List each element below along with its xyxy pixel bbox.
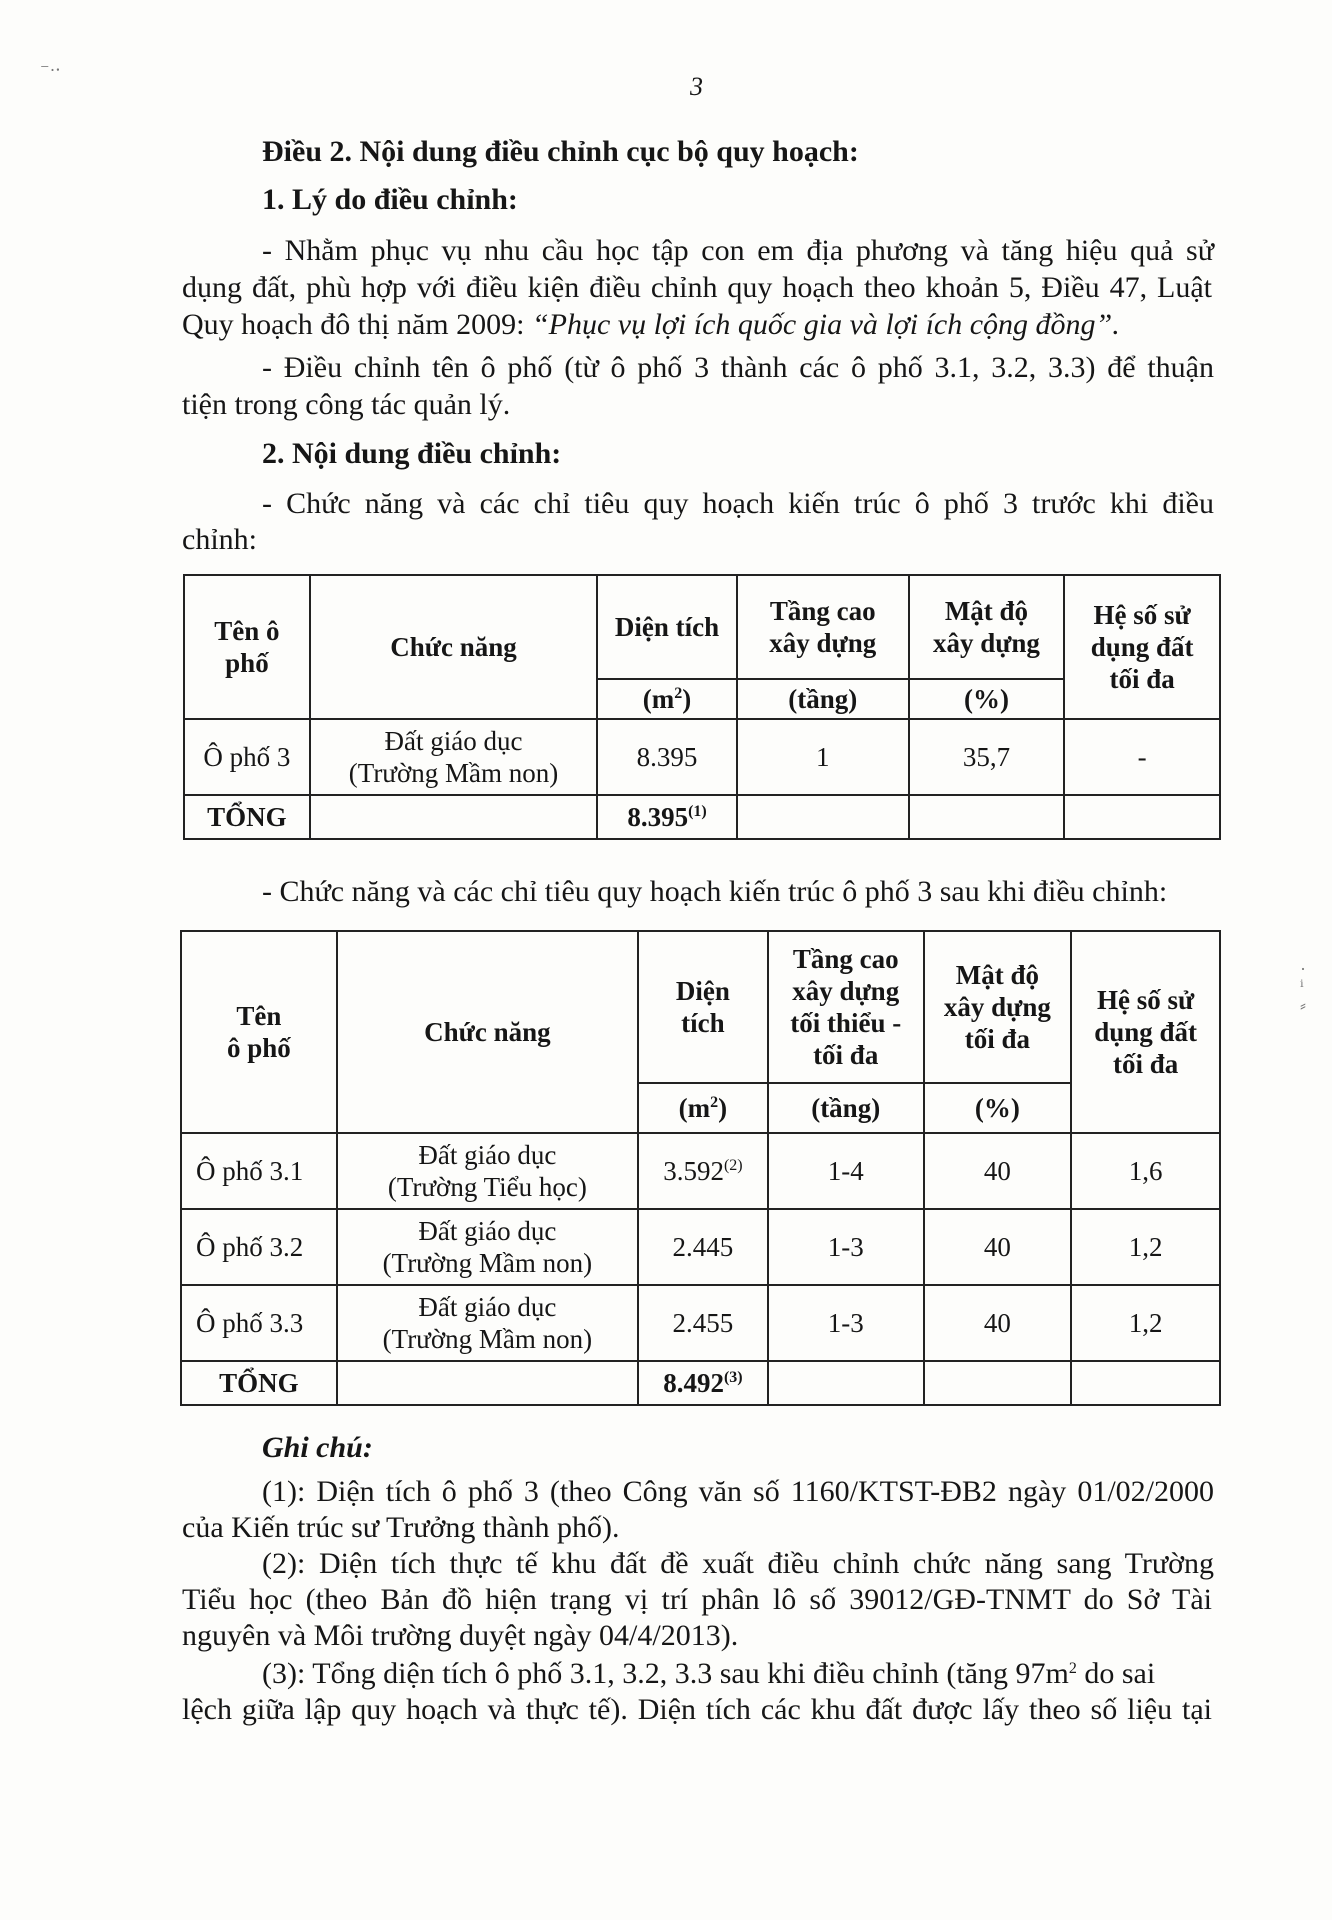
total-row <box>181 1361 1220 1405</box>
table-row <box>181 1133 1220 1209</box>
header-density: Mật độ xây dựng <box>909 575 1065 679</box>
scan-artifact: ⁻·⸱ <box>40 60 61 80</box>
cell-name: Ô phố 3.1 <box>181 1133 337 1209</box>
header-function: Chức năng <box>337 931 638 1133</box>
scan-artifact: · ⁱ ⸗ <box>1300 959 1306 1015</box>
total-area: 8.492$^{(3)}$ <box>638 1361 768 1405</box>
cell-area: 3.592$^{(2)}$ <box>638 1133 768 1209</box>
cell-function: Đất giáo dục (Trường Tiểu học) <box>337 1133 638 1209</box>
cell-floors: 1-4 <box>768 1133 924 1209</box>
total-row <box>184 795 1220 839</box>
note3-line1: (3): Tổng diện tích ô phố 3.1, 3.2, 3.3 sau khi điều chỉnh (tăng $97m^2$ do sai <box>262 1657 1156 1690</box>
page-number: 3 <box>690 72 703 101</box>
unit-area: $(m^2)$ <box>638 1083 768 1133</box>
law-citation: Quy hoạch đô thị năm 2009: <box>182 308 532 341</box>
section2-before-line1: - Chức năng và các chỉ tiêu quy hoạch kiến trúc ô phố 3 trước khi điều <box>262 487 1214 520</box>
cell-floors: 1 <box>737 719 909 795</box>
notes-heading: Ghi chú: <box>262 1431 373 1464</box>
note2-line1: (2): Diện tích thực tế khu đất đề xuất điều chỉnh chức năng sang Trường <box>262 1547 1214 1580</box>
table-row <box>181 1209 1220 1285</box>
cell-function: Đất giáo dục (Trường Mầm non) <box>337 1209 638 1285</box>
section2-after-line: - Chức năng và các chỉ tiêu quy hoạch kiến trúc ô phố 3 sau khi điều chỉnh: <box>262 875 1168 908</box>
unit-density: (%) <box>909 679 1065 719</box>
total-area: 8.395$^{(1)}$ <box>597 795 737 839</box>
header-floors: Tầng cao xây dựng <box>737 575 909 679</box>
cell-function: Đất giáo dục (Trường Mầm non) <box>337 1285 638 1361</box>
cell-density: 40 <box>924 1285 1072 1361</box>
section1-para2-line1: - Điều chỉnh tên ô phố (từ ô phố 3 thành các ô phố 3.1, 3.2, 3.3) để thuận <box>262 351 1214 384</box>
header-floors: Tầng cao xây dựng tối thiểu - tối đa <box>768 931 924 1083</box>
cell-density: 40 <box>924 1209 1072 1285</box>
header-area: Diện tích <box>597 575 737 679</box>
section1-para1-line1: - Nhằm phục vụ nhu cầu học tập con em địa phương và tăng hiệu quả sử <box>262 234 1214 267</box>
section1-heading: 1. Lý do điều chỉnh: <box>262 183 518 216</box>
cell-far: 1,2 <box>1071 1209 1220 1285</box>
cell-far: - <box>1064 719 1220 795</box>
cell-density: 40 <box>924 1133 1072 1209</box>
header-far: Hệ số sử dụng đất tối đa <box>1064 575 1220 719</box>
table-row <box>181 1285 1220 1361</box>
note1-line2: của Kiến trúc sư Trưởng thành phố). <box>182 1511 620 1544</box>
note1-line1: (1): Diện tích ô phố 3 (theo Công văn số 1160/KTST-ĐB2 ngày 01/02/2000 <box>262 1475 1214 1508</box>
cell-floors: 1-3 <box>768 1209 924 1285</box>
table-row <box>184 719 1220 795</box>
cell-area: 2.445 <box>638 1209 768 1285</box>
unit-area: $(m^2)$ <box>597 679 737 719</box>
table-before-adjustment <box>183 574 1221 840</box>
cell-name: Ô phố 3.3 <box>181 1285 337 1361</box>
section1-para1-line2: dụng đất, phù hợp với điều kiện điều chỉnh quy hoạch theo khoản 5, Điều 47, Luật <box>182 271 1212 304</box>
cell-name: Ô phố 3 <box>184 719 310 795</box>
header-far: Hệ số sử dụng đất tối đa <box>1071 931 1220 1133</box>
cell-density: 35,7 <box>909 719 1065 795</box>
note3-line2: lệch giữa lập quy hoạch và thực tế). Diện tích các khu đất được lấy theo số liệu tại <box>182 1693 1212 1726</box>
cell-name: Ô phố 3.2 <box>181 1209 337 1285</box>
section2-before-line2: chỉnh: <box>182 523 257 556</box>
cell-floors: 1-3 <box>768 1285 924 1361</box>
section2-heading: 2. Nội dung điều chỉnh: <box>262 437 562 470</box>
total-label: TỔNG <box>184 795 310 839</box>
cell-function: Đất giáo dục (Trường Mầm non) <box>310 719 597 795</box>
header-area: Diện tích <box>638 931 768 1083</box>
total-label: TỔNG <box>181 1361 337 1405</box>
cell-area: 8.395 <box>597 719 737 795</box>
article-title: Điều 2. Nội dung điều chỉnh cục bộ quy hoạch: <box>262 135 859 168</box>
cell-far: 1,6 <box>1071 1133 1220 1209</box>
cell-area: 2.455 <box>638 1285 768 1361</box>
note2-line3: nguyên và Môi trường duyệt ngày 04/4/2013). <box>182 1619 739 1652</box>
unit-floors: (tầng) <box>737 679 909 719</box>
header-block-name: Tên ô phố <box>184 575 310 719</box>
table-after-adjustment <box>180 930 1221 1406</box>
cell-far: 1,2 <box>1071 1285 1220 1361</box>
unit-density: (%) <box>924 1083 1072 1133</box>
section1-para1-line3 <box>182 307 1212 343</box>
law-quote: “Phục vụ lợi ích quốc gia và lợi ích cộng đồng”. <box>531 308 1120 341</box>
section1-para2-line2: tiện trong công tác quản lý. <box>182 388 511 421</box>
header-function: Chức năng <box>310 575 597 719</box>
header-block-name: Tên ô phố <box>181 931 337 1133</box>
unit-floors: (tầng) <box>768 1083 924 1133</box>
note2-line2: Tiểu học (theo Bản đồ hiện trạng vị trí phân lô số 39012/GĐ-TNMT do Sở Tài <box>182 1583 1212 1616</box>
header-density: Mật độ xây dựng tối đa <box>924 931 1072 1083</box>
